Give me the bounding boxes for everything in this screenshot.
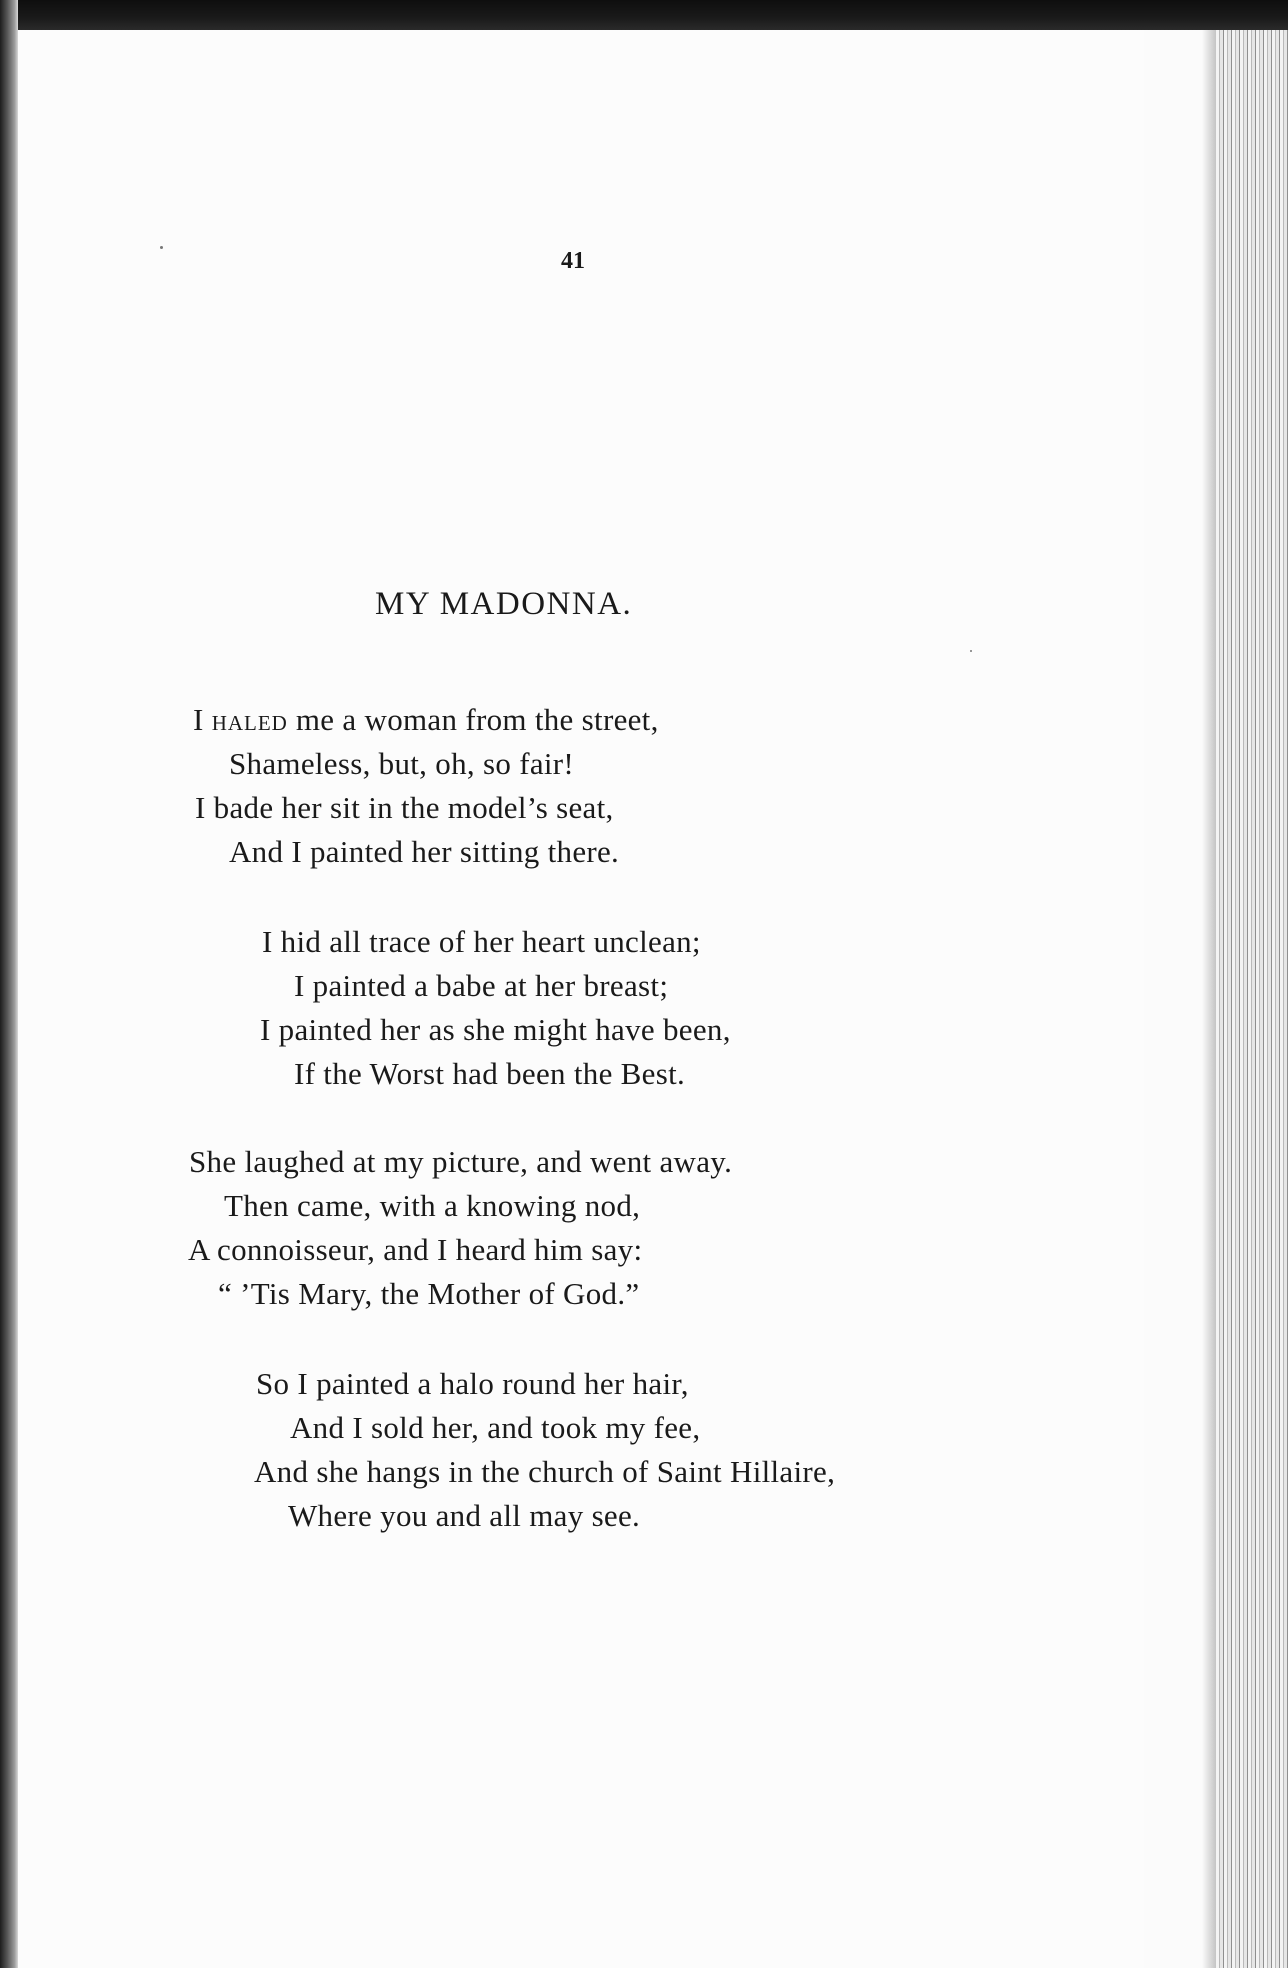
small-caps-word: HALED — [211, 711, 288, 735]
poem-line — [193, 700, 659, 743]
scan-top-border — [0, 0, 1288, 30]
poem-line: A connoisseur, and I heard him say: — [188, 1232, 643, 1267]
poem-line-text: me a woman from the street, — [287, 702, 659, 737]
poem-line: Where you and all may see. — [288, 1498, 641, 1533]
page-number: 41 — [561, 248, 585, 274]
book-binding-edge — [0, 0, 18, 1968]
poem-line: If the Worst had been the Best. — [294, 1056, 686, 1091]
drop-word: I — [193, 702, 204, 737]
poem-line: I bade her sit in the model’s seat, — [195, 790, 614, 825]
poem-line: I hid all trace of her heart unclean; — [262, 924, 701, 959]
poem-line: So I painted a halo round her hair, — [256, 1366, 689, 1401]
book-fore-edge — [1216, 30, 1288, 1968]
poem-title: MY MADONNA. — [375, 586, 633, 622]
poem-line: And I painted her sitting there. — [229, 834, 620, 869]
poem-line: I painted a babe at her breast; — [294, 968, 669, 1003]
book-page — [18, 30, 1144, 1968]
poem-line: I painted her as she might have been, — [260, 1012, 731, 1047]
scan-speck — [970, 650, 972, 652]
poem-line: Shameless, but, oh, so fair! — [229, 746, 575, 781]
poem-line: And she hangs in the church of Saint Hillaire, — [254, 1454, 836, 1489]
page-edge-shadow — [1202, 30, 1216, 1968]
scan-speck — [160, 246, 163, 249]
poem-line: And I sold her, and took my fee, — [290, 1410, 701, 1445]
poem-line: Then came, with a knowing nod, — [224, 1188, 641, 1223]
poem-line: “ ’Tis Mary, the Mother of God.” — [218, 1276, 640, 1311]
poem-line: She laughed at my picture, and went away. — [189, 1144, 733, 1179]
